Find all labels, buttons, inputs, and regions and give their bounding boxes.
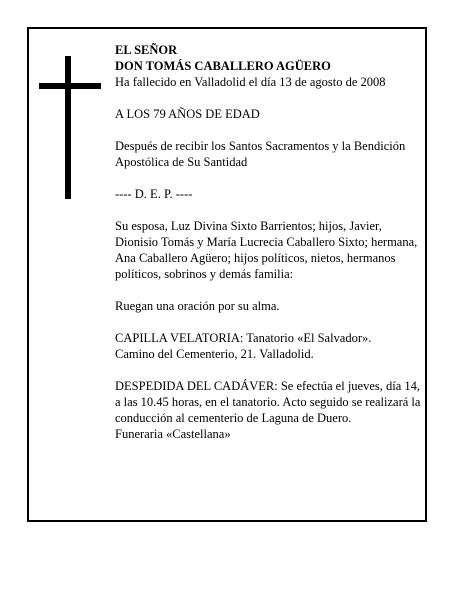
farewell-details: DESPEDIDA DEL CADÁVER: Se efectúa el jueves, día 14, a las 10.45 horas, en el tanatorio. Acto seguido se realizará la conducción al cementerio de Laguna de Duero. <box>115 379 421 425</box>
obituary-notice <box>27 27 427 522</box>
cross-horizontal-bar <box>39 83 101 89</box>
deceased-name: DON TOMÁS CABALLERO AGÜERO <box>115 59 331 73</box>
latin-cross-icon <box>39 56 101 199</box>
funeral-home: Funeraria «Castellana» <box>115 427 231 441</box>
death-statement: Ha fallecido en Valladolid el día 13 de agosto de 2008 <box>115 75 386 89</box>
notice-text <box>115 42 421 442</box>
deceased-title: EL SEÑOR <box>115 43 178 57</box>
sacraments-statement: Después de recibir los Santos Sacramentos y la Bendición Apostólica de Su Santidad <box>115 139 406 169</box>
rip-line: ---- D. E. P. ---- <box>115 187 193 201</box>
age-statement: A LOS 79 AÑOS DE EDAD <box>115 107 260 121</box>
cross-vertical-bar <box>65 56 71 199</box>
prayer-request: Ruegan una oración por su alma. <box>115 299 280 313</box>
chapel-location: CAPILLA VELATORIA: Tanatorio «El Salvador». <box>115 331 372 345</box>
family-list: Su esposa, Luz Divina Sixto Barrientos; hijos, Javier, Dionisio Tomás y María Lucrecia Caballero Sixto; hermana, Ana Caballero Agüero; hijos políticos, nietos, hermanos políticos, sobrinos y demás familia: <box>115 219 418 281</box>
chapel-address: Camino del Cementerio, 21. Valladolid. <box>115 347 314 361</box>
